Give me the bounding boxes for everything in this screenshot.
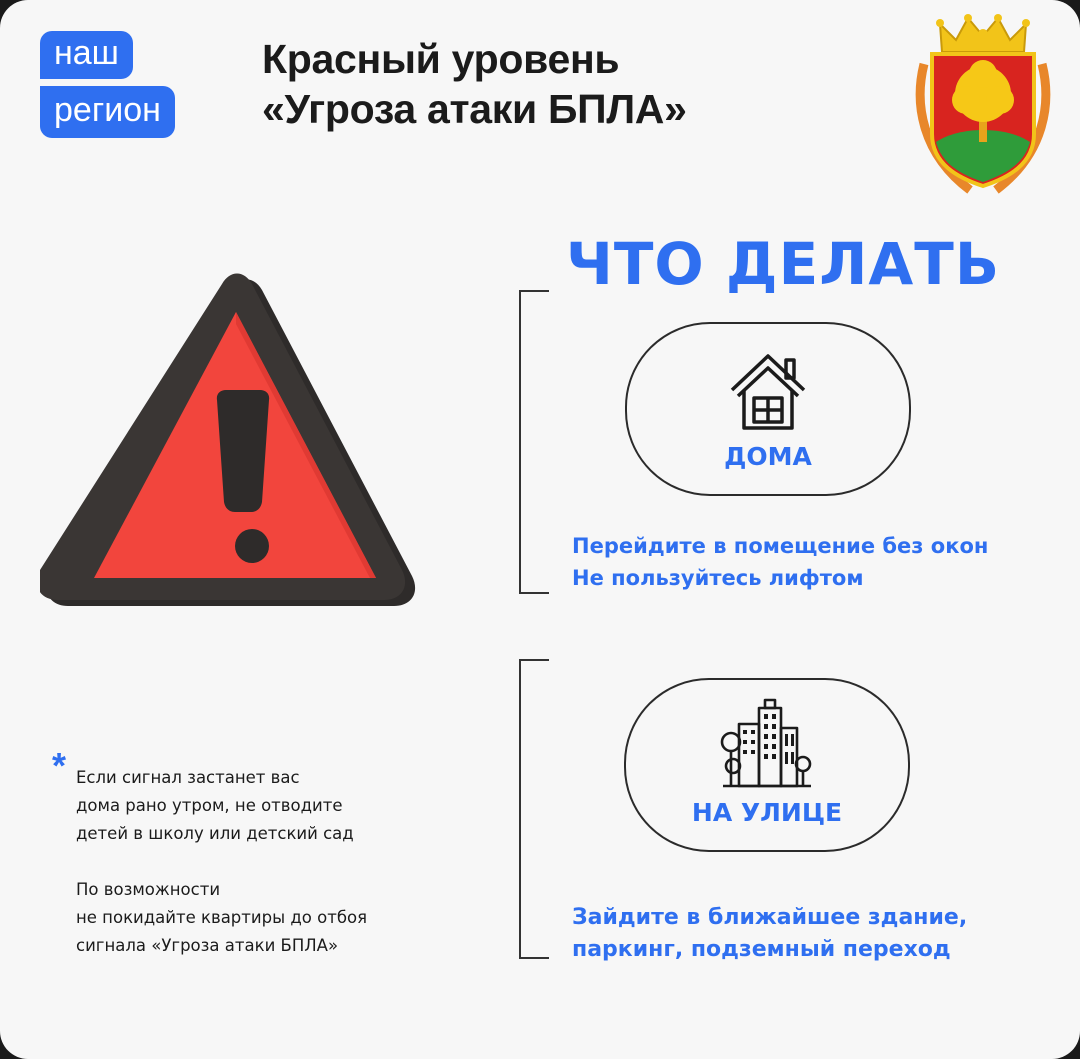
note-morning-line-1: Если сигнал застанет вас — [76, 768, 300, 787]
home-instructions — [572, 530, 988, 594]
note-stay-line-3: сигнала «Угроза атаки БПЛА» — [76, 936, 339, 955]
city-buildings-icon — [719, 698, 815, 790]
street-label: НА УЛИЦЕ — [691, 798, 843, 827]
brand-logo-bottom: регион — [40, 86, 175, 138]
street-card — [624, 678, 910, 852]
house-icon — [726, 350, 810, 434]
note-stay-home — [76, 876, 367, 960]
street-section-bracket — [519, 659, 549, 959]
note-morning — [76, 764, 354, 848]
title-line-2: «Угроза атаки БПЛА» — [262, 86, 687, 132]
home-instruction-2: Не пользуйтесь лифтом — [572, 566, 864, 590]
home-section-bracket — [519, 290, 549, 594]
home-label: ДОМА — [724, 442, 812, 471]
page-title — [262, 34, 687, 134]
street-instructions — [572, 902, 967, 966]
coat-of-arms-icon — [910, 14, 1056, 194]
note-morning-line-2: дома рано утром, не отводите — [76, 796, 343, 815]
note-morning-line-3: детей в школу или детский сад — [76, 824, 354, 843]
note-stay-line-2: не покидайте квартиры до отбоя — [76, 908, 368, 927]
what-to-do-heading: ЧТО ДЕЛАТЬ — [566, 230, 1001, 298]
street-instruction-2: паркинг, подземный переход — [572, 937, 951, 962]
street-instruction-1: Зайдите в ближайшее здание, — [572, 905, 968, 930]
home-instruction-1: Перейдите в помещение без окон — [572, 534, 989, 558]
brand-logo-top: наш — [40, 31, 133, 79]
warning-triangle-icon — [40, 270, 420, 630]
note-stay-line-1: По возможности — [76, 880, 221, 899]
title-line-1: Красный уровень — [262, 36, 620, 82]
note-asterisk: * — [52, 745, 67, 786]
home-card — [625, 322, 911, 496]
